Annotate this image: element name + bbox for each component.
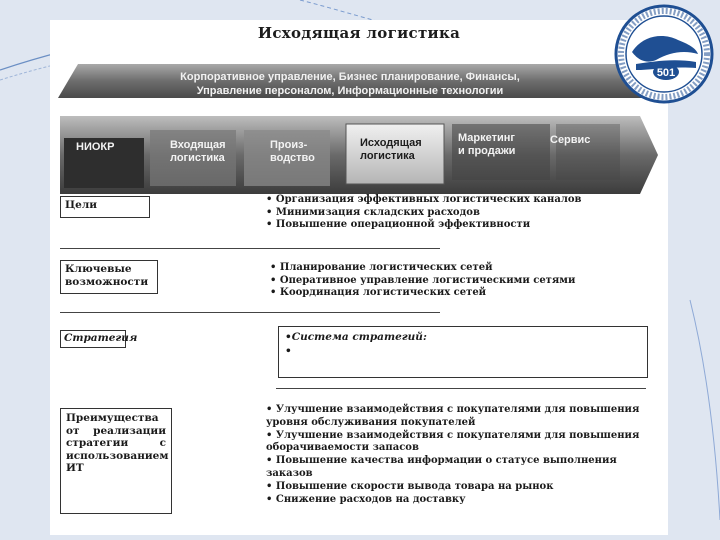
chain-service: Сервис [550, 134, 591, 146]
capabilities-label-line-1: Ключевые [65, 263, 132, 275]
chain-marketing-line-1: Маркетинг [458, 132, 515, 144]
advantages-list [266, 404, 639, 506]
chain-outbound-logistics [360, 137, 422, 163]
advantages-label-line: использованием [66, 449, 169, 462]
chain-production [270, 139, 315, 165]
goals-label: Цели [60, 196, 150, 218]
advantages-label-line: ИТ [66, 462, 84, 474]
chain-inbound-line-2: логистика [170, 152, 225, 164]
chain-production-line-1: Произ- [270, 139, 308, 151]
chain-inbound-line-1: Входящая [170, 139, 226, 151]
chain-marketing-sales [458, 132, 515, 158]
support-line-1: Корпоративное управление, Бизнес планирование, Финансы, [180, 71, 520, 83]
page-title: Исходящая логистика [257, 24, 461, 42]
emblem-number: 501 [656, 67, 676, 79]
capabilities-label [60, 260, 158, 294]
advantages-item: уровня обслуживания покупателей [266, 416, 476, 428]
capabilities-item: • Оперативное управление логистическими сетями [270, 274, 576, 286]
advantages-item: • Улучшение взаимодействия с покупателями для повышения [266, 429, 640, 441]
chain-r-and-d: НИОКР [76, 141, 115, 153]
support-line-2: Управление персоналом, Информационные технологии [196, 85, 504, 97]
divider [60, 248, 440, 249]
advantages-item: заказов [266, 467, 313, 479]
advantages-item: оборачиваемости запасов [266, 442, 419, 454]
advantages-item: • Повышение качества информации о статусе выполнения [266, 455, 617, 467]
goals-list [266, 194, 582, 232]
advantages-item: • Снижение расходов на доставку [266, 493, 466, 505]
capabilities-item: • Координация логистических сетей [270, 287, 487, 298]
capabilities-label-line-2: возможности [65, 276, 149, 288]
strategy-box-line: •Система стратегий: [285, 331, 427, 343]
advantages-label-line: Преимущества [66, 412, 159, 424]
capabilities-list [270, 262, 575, 300]
chain-marketing-line-2: и продажи [458, 145, 516, 157]
capabilities-item: • Планирование логистических сетей [270, 262, 493, 273]
advantages-item: • Улучшение взаимодействия с покупателями для повышения [266, 404, 640, 415]
strategy-box-line: • [285, 345, 292, 357]
divider [276, 388, 646, 389]
advantages-item: • Повышение скорости вывода товара на рынок [266, 480, 554, 492]
goals-item: • Минимизация складских расходов [266, 206, 480, 218]
divider [60, 312, 440, 313]
advantages-label-line: от реализации [66, 424, 166, 437]
advantages-label-line: стратегии с [66, 437, 166, 449]
strategy-box [278, 326, 648, 378]
chain-inbound-logistics [170, 139, 226, 165]
emblem-logo [612, 2, 716, 106]
goals-item: • Повышение операционной эффективности [266, 219, 531, 230]
chain-production-line-2: водство [270, 152, 315, 164]
value-chain-arrow [60, 114, 658, 196]
slide [50, 20, 668, 535]
chain-outbound-line-1: Исходящая [360, 137, 422, 149]
strategy-label: Стратегия [60, 330, 126, 348]
advantages-label [60, 408, 172, 514]
chain-outbound-line-2: логистика [360, 150, 415, 162]
goals-item: • Организация эффективных логистических каналов [266, 194, 582, 205]
support-activities-text [130, 70, 570, 98]
